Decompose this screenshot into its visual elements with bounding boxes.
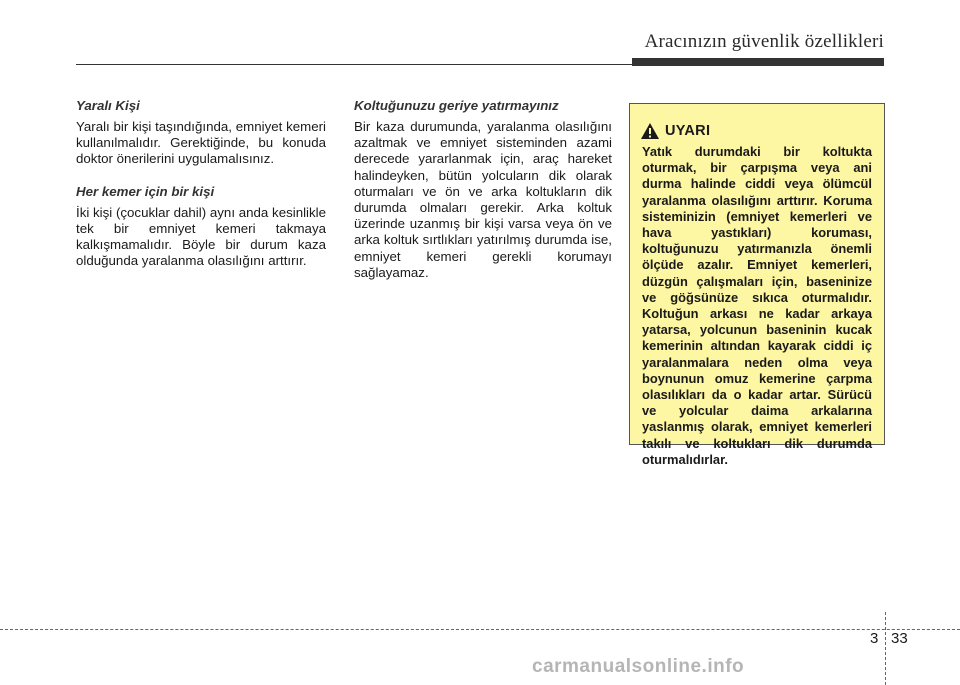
- warning-title: UYARI: [665, 123, 711, 139]
- section-text-one-person-per-belt: İki kişi (çocuklar dahil) aynı anda kesinlikle tek bir emniyet kemeri takmaya kalkışmamalıdır. Böyle bir durum kaza olduğunda yaralanma olasılığını arttırır.: [76, 204, 326, 269]
- header-rule-thick: [632, 58, 884, 66]
- warning-triangle-icon: [640, 122, 660, 140]
- header-rule-thin: [76, 64, 632, 65]
- watermark: carmanualsonline.info: [532, 656, 745, 677]
- warning-text: Yatık durumdaki bir koltukta oturmak, bir çarpışma veya ani durma halinde ciddi veya ölümcül yaralanma olasılığını arttırır. Koruma sisteminizin (emniyet kemerleri ve hava yastıkları) koruması, koltuğunuzu yatırmanızla önemli ölçüde azalır. Emniyet kemerleri, düzgün çalışmaları için, baseninize ve göğsünüze sıkıca oturmalıdır. Koltuğun arkası ne kadar arkaya yatarsa, yolcunun baseninin kucak kemerinin altından kayarak ciddi iç yaralanmalara neden olma veya boynunun omuz kemerine çarpma olasılıkları da o kadar artar. Sürücü ve yolcular daima arkalarına yaslanmış olarak, emniyet kemerleri takılı ve koltukları dik durumda oturmalıdırlar.: [642, 144, 872, 467]
- page-number: 33: [891, 630, 908, 647]
- column-middle: [354, 98, 612, 297]
- warning-box: [629, 103, 885, 467]
- section-heading-do-not-recline: Koltuğunuzu geriye yatırmayınız: [354, 98, 559, 113]
- section-heading-one-person-per-belt: Her kemer için bir kişi: [76, 183, 215, 199]
- footer-dashed-divider: [885, 612, 886, 685]
- warning-header: [642, 122, 872, 140]
- chapter-number: 3: [870, 630, 879, 647]
- footer-dashed-line: [0, 629, 960, 630]
- page-header-title: Aracınızın güvenlik özellikleri: [644, 31, 884, 52]
- section-heading-injured-person: Yaralı Kişi: [76, 98, 140, 113]
- column-left: [76, 98, 326, 285]
- section-text-injured-person: Yaralı bir kişi taşındığında, emniyet kemeri kullanılmalıdır. Gerektiğinde, bu konuda doktor önerilerini uygulamalısınız.: [76, 119, 326, 167]
- section-text-do-not-recline: Bir kaza durumunda, yaralanma olasılığını azaltmak ve emniyet sisteminden azami derecede yararlanmak için, araç hareket halindeyken, bütün yolcuların dik olarak oturmaları ve ön ve arka koltukların dik durumda olmaları gerekir. Arka koltuk üzerinde uzanmış bir kişi varsa veya ön ve arka koltuk sırtlıkları yatırılmış durumda ise, emniyet kemeri gerekli korumayı sağlayamaz.: [354, 119, 612, 280]
